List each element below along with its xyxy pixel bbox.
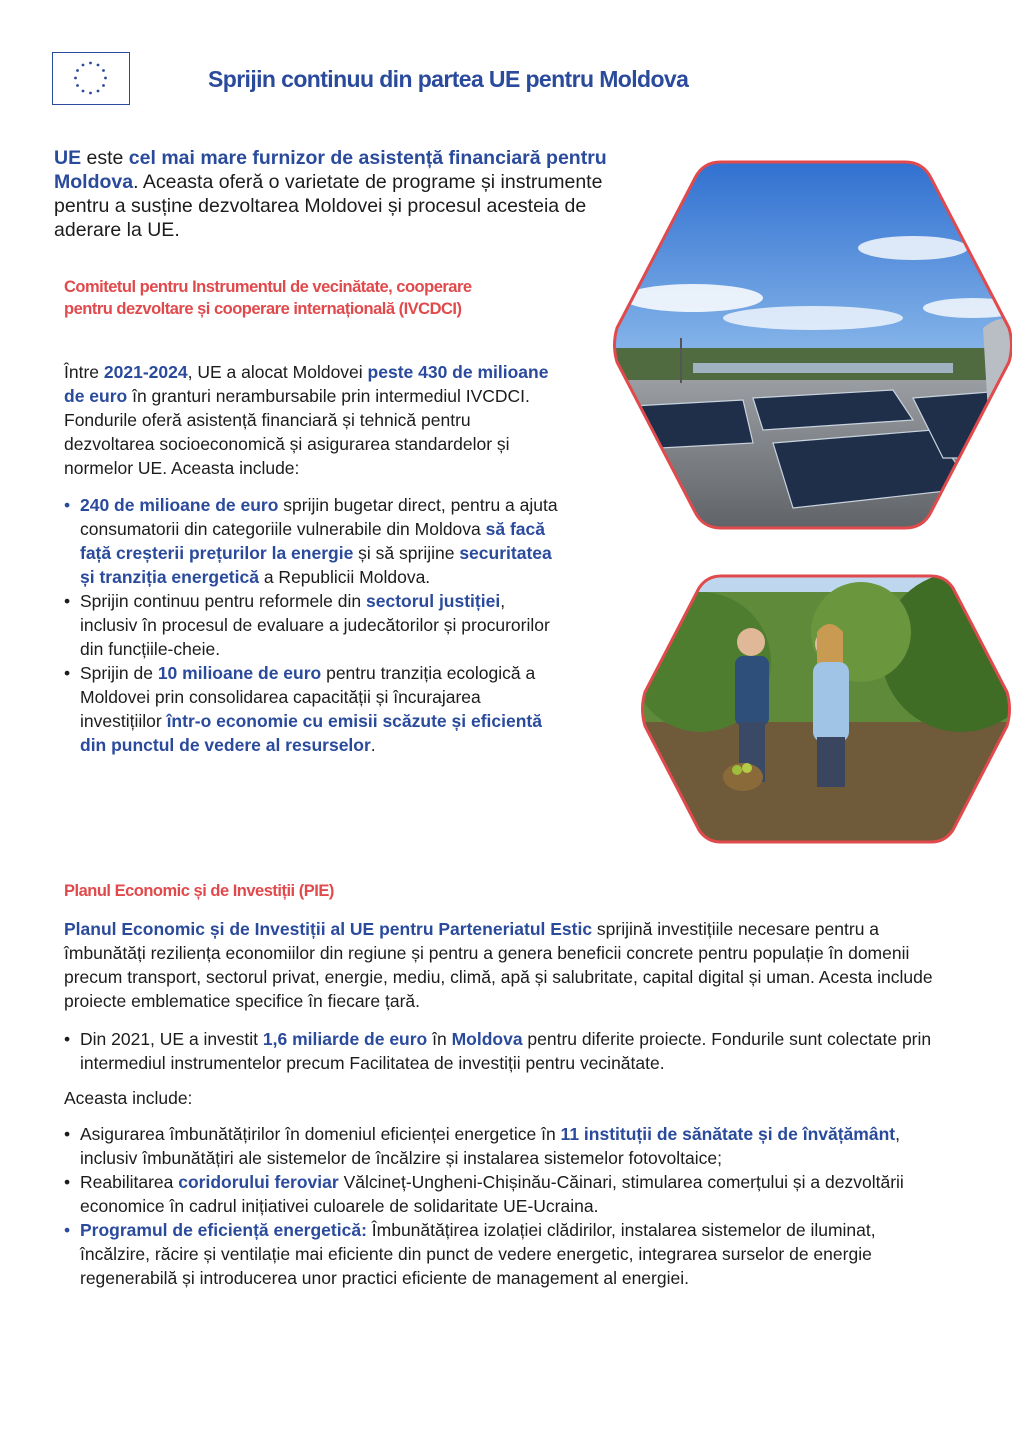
body-text: sprijin bugetar direct, pentru a ajuta consumatorii din categoriile vulnerabile din Moldova <box>80 495 558 539</box>
highlighted-text: sectorul justiției <box>366 591 501 611</box>
pie-paragraph <box>64 917 944 1013</box>
ivcdci-heading: Comitetul pentru Instrumentul de vecinătate, cooperare pentru dezvoltare și cooperare internațională (IVCDCI) <box>64 278 472 318</box>
pie-bullets <box>64 1122 944 1290</box>
highlighted-text: Programul de eficiență energetică: <box>80 1220 367 1240</box>
ivcdci-paragraph <box>64 360 564 480</box>
eu-stars-icon <box>53 53 128 103</box>
bullet-item <box>64 589 564 661</box>
highlighted-text: 1,6 miliarde de euro <box>262 1029 428 1049</box>
body-text: pentru tranziția ecologică a Moldovei prin consolidarea capacității și încurajarea investițiilor <box>80 663 536 731</box>
body-text: și să sprijine <box>353 543 460 563</box>
bullet-item <box>64 1027 944 1075</box>
bullet-item <box>64 1122 944 1170</box>
body-text: sprijină investițiile necesare pentru a îmbunătăți reziliența economiilor din regiune și pentru a genera beneficii concrete pentru populație în domenii precum transport, sectorul privat, energie, mediu, climă, apă și salubritate, capital digital și uman. Acesta include proiecte emblematice specifice în fiecare țară. <box>64 919 933 1011</box>
pie-include-label: Aceasta include: <box>64 1088 193 1108</box>
highlighted-text: cel mai mare furnizor de asistență financiară pentru Moldova <box>54 147 607 193</box>
body-text: a Republicii Moldova. <box>258 567 431 587</box>
body-text: . <box>370 735 376 755</box>
bullet-item <box>64 1218 944 1290</box>
body-text: . Aceasta oferă o varietate de programe și instrumente pentru a susține dezvoltarea Moldovei și procesul acesteia de aderare la UE. <box>54 171 603 241</box>
ivcdci-bullets <box>64 493 564 757</box>
body-text: Între <box>64 362 104 382</box>
highlighted-text: coridorului feroviar <box>178 1172 339 1192</box>
eu-flag-logo <box>52 52 130 105</box>
bullet-item <box>64 493 564 589</box>
body-text: , inclusiv în procesul de evaluare a judecătorilor și procurorilor din funcțiile-cheie. <box>80 591 550 659</box>
highlighted-text: UE <box>54 147 82 169</box>
highlighted-text: peste 430 de milioane de euro <box>64 362 549 406</box>
highlighted-text: Moldova <box>451 1029 523 1049</box>
body-text: Sprijin de <box>80 663 158 683</box>
bullet-item <box>64 1170 944 1218</box>
body-text: Din 2021, UE a investit <box>80 1029 263 1049</box>
body-text: este <box>81 147 129 169</box>
body-text: Îmbunătățirea izolației clădirilor, instalarea sistemelor de iluminat, încălzire, răcire și ventilație mai eficiente din punct de vedere energetic, integrarea surselor de energie regenerabilă și introducerea unor practici eficiente de management al energiei. <box>80 1220 876 1288</box>
body-text: pentru diferite proiecte. Fondurile sunt colectate prin intermediul instrumentelor precum Facilitatea de investiții pentru vecinătate. <box>80 1029 932 1073</box>
body-text: Asigurarea îmbunătățirilor în domeniul eficienței energetice în <box>80 1124 561 1144</box>
highlighted-text: 240 de milioane de euro <box>80 495 279 515</box>
pie-heading: Planul Economic și de Investiții (PIE) <box>64 882 334 900</box>
farmers-orchard-image <box>641 572 1012 846</box>
highlighted-text: 2021-2024 <box>103 362 188 382</box>
body-text: , inclusiv îmbunătățiri ale sistemelor de încălzire și instalarea sistemelor fotovoltaice; <box>80 1124 900 1168</box>
body-text: Vălcineț-Ungheni-Chișinău-Căinari, stimularea comerțului și a dezvoltării economice în cadrul inițiativei culoarele de solidaritate UE-Ucraina. <box>80 1172 904 1216</box>
body-text: în granturi nerambursabile prin intermediul IVCDCI. Fondurile oferă asistență financiară și tehnică pentru dezvoltarea socioeconomică și asigurarea standardelor și normelor UE. Aceasta include: <box>64 386 530 478</box>
highlighted-text: Planul Economic și de Investiții al UE pentru Parteneriatul Estic <box>64 919 593 939</box>
highlighted-text: să facă față creșterii prețurilor la energie <box>80 519 545 563</box>
body-text: , UE a alocat Moldovei <box>187 362 368 382</box>
highlighted-text: securitatea și tranziția energetică <box>80 543 552 587</box>
pie-main-bullet <box>64 1027 944 1075</box>
highlighted-text: într-o economie cu emisii scăzute și eficientă din punctul de vedere al resurselor <box>80 711 542 755</box>
body-text: Reabilitarea <box>80 1172 179 1192</box>
solar-panels-image <box>613 158 1012 532</box>
highlighted-text: 10 milioane de euro <box>157 663 322 683</box>
highlighted-text: 11 instituții de sănătate și de învățământ <box>560 1124 896 1144</box>
bullet-item <box>64 661 564 757</box>
intro-paragraph <box>54 146 624 242</box>
body-text: Sprijin continuu pentru reformele din <box>80 591 366 611</box>
body-text: în <box>427 1029 452 1049</box>
page-title: Sprijin continuu din partea UE pentru Moldova <box>208 66 689 92</box>
